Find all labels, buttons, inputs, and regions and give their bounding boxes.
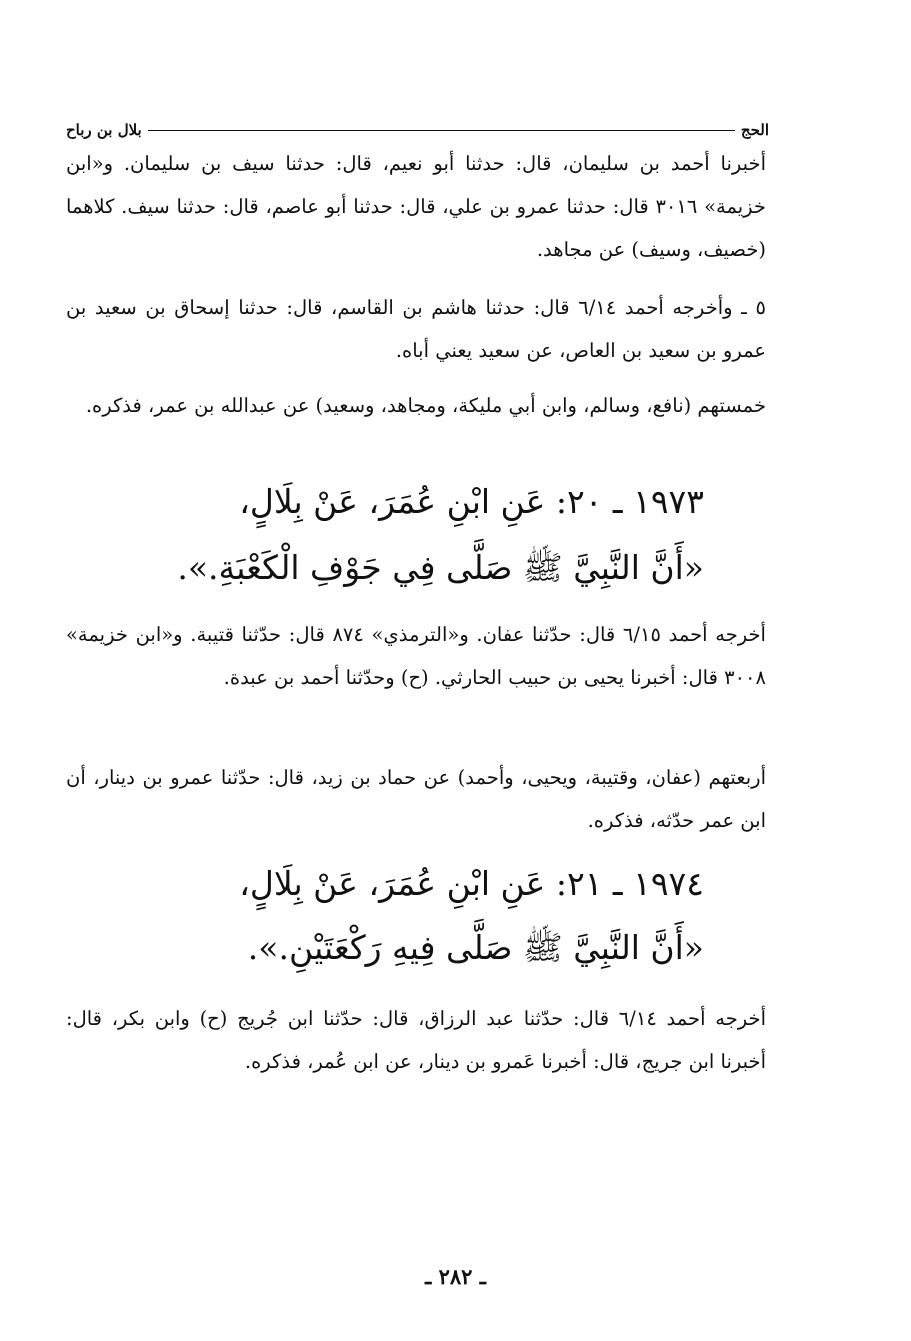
page-number: ـ ٢٨٢ ـ — [425, 1264, 486, 1289]
hadith-heading: ١٩٧٤ ـ ٢١: عَنِ ابْنِ عُمَرَ، عَنْ بِلَالٍ، — [239, 864, 704, 903]
narrator-title: بلال بن رباح — [66, 121, 142, 139]
chapter-title: الحج — [740, 121, 769, 139]
takhrij-paragraph: أربعتهم (عفان، وقتيبة، ويحيى، وأحمد) عن حماد بن زيد، قال: حدّثنا عمرو بن دينار، أن ابن عمر حدّثه، فذكره. — [66, 766, 766, 832]
hadith-text: «أَنَّ النَّبِيَّ ﷺ صَلَّى فِيهِ رَكْعَتَيْنِ.». — [247, 928, 704, 967]
takhrij-paragraph: أخرجه أحمد ٦/١٥ قال: حدّثنا عفان. و«الترمذي» ٨٧٤ قال: حدّثنا قتيبة. و«ابن خزيمة» ٣٠٠٨ قال: أخبرنا يحيى بن حبيب الحارثي. (ح) وحدّثنا أحمد بن عبدة. — [66, 623, 766, 689]
running-header — [66, 118, 769, 142]
takhrij-paragraph: خمستهم (نافع، وسالم، وابن أبي مليكة، ومجاهد، وسعيد) عن عبدالله بن عمر، فذكره. — [85, 394, 766, 417]
takhrij-paragraph: أخرجه أحمد ٦/١٤ قال: حدّثنا عبد الرزاق، قال: حدّثنا ابن جُريج (ح) وابن بكر، قال: أخبرنا ابن جريج، قال: أخبرنا عَمرو بن دينار، عن ابن عُمر، فذكره. — [66, 1007, 766, 1073]
hadith-heading: ١٩٧٣ ـ ٢٠: عَنِ ابْنِ عُمَرَ، عَنْ بِلَالٍ، — [239, 482, 704, 521]
hadith-text: «أَنَّ النَّبِيَّ ﷺ صَلَّى فِي جَوْفِ الْكَعْبَةِ.». — [177, 548, 704, 587]
takhrij-paragraph: أخبرنا أحمد بن سليمان، قال: حدثنا أبو نعيم، قال: حدثنا سيف بن سليمان. و«ابن خزيمة» ٣٠١٦ قال: حدثنا عمرو بن علي، قال: حدثنا أبو عاصم، قال: حدثنا سيف. كلاهما (خصيف، وسيف) عن مجاهد. — [66, 152, 766, 261]
header-rule — [148, 130, 735, 131]
takhrij-paragraph: ٥ ـ وأخرجه أحمد ٦/١٤ قال: حدثنا هاشم بن القاسم، قال: حدثنا إسحاق بن سعيد بن عمرو بن سعيد بن العاص، عن سعيد يعني أباه. — [66, 296, 766, 362]
